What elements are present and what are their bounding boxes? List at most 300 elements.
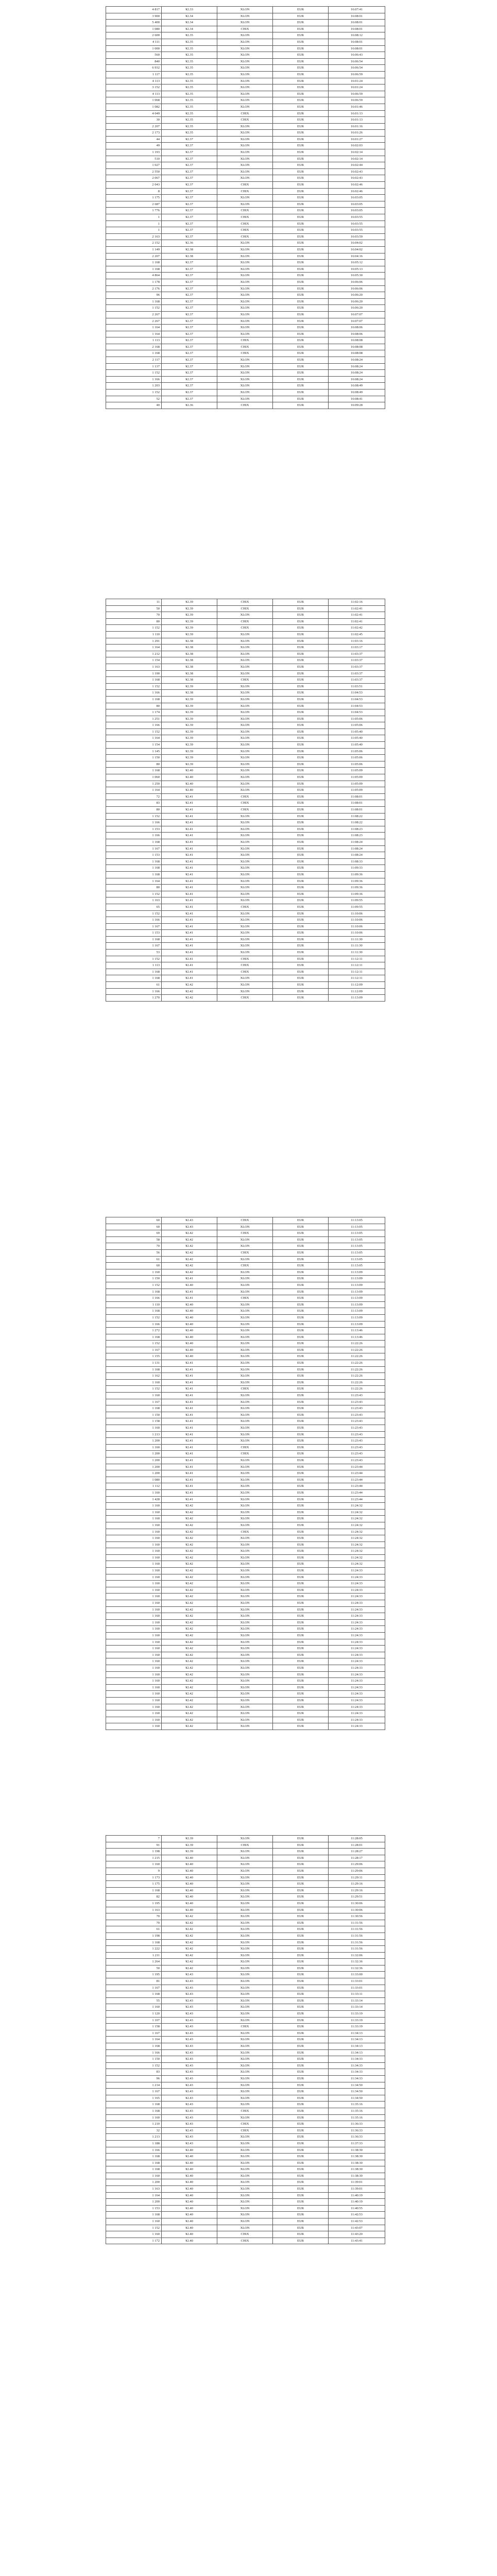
price-cell: ¥2.37 [162, 266, 217, 273]
quantity-cell: 3 152 [106, 84, 162, 91]
currency-cell: EUR [273, 1568, 329, 1574]
quantity-cell: 1 160 [106, 1861, 162, 1868]
price-cell: ¥2.37 [162, 311, 217, 318]
currency-cell: EUR [273, 1321, 329, 1328]
currency-cell: EUR [273, 1236, 329, 1243]
currency-cell: EUR [273, 735, 329, 742]
quantity-cell: 1 152 [106, 625, 162, 632]
venue-cell: CHIX [217, 956, 273, 962]
venue-cell: XLON [217, 1425, 273, 1432]
venue-cell: XLON [217, 65, 273, 72]
currency-cell: EUR [273, 136, 329, 143]
price-cell: ¥2.43 [162, 2075, 217, 2082]
table-row [106, 2140, 385, 2147]
currency-cell: EUR [273, 774, 329, 781]
quantity-cell: 1 158 [106, 2024, 162, 2030]
currency-cell: EUR [273, 1314, 329, 1321]
venue-cell: XLON [217, 2179, 273, 2186]
quantity-cell: 1 160 [106, 1658, 162, 1665]
venue-cell: XLON [217, 1684, 273, 1691]
time-cell: 11:02:45 [329, 631, 385, 638]
venue-cell: XLON [217, 2062, 273, 2069]
currency-cell: EUR [273, 1353, 329, 1360]
quantity-cell: 1 150 [106, 1276, 162, 1282]
quantity-cell: 1 160 [106, 1568, 162, 1574]
quantity-cell: 1 [106, 214, 162, 221]
table-row [106, 1926, 385, 1933]
quantity-cell: 1 164 [106, 2037, 162, 2043]
venue-cell: CHIX [217, 2231, 273, 2238]
price-cell: ¥2.41 [162, 1289, 217, 1295]
quantity-cell: 11 [106, 599, 162, 606]
time-cell: 11:05:09 [329, 787, 385, 794]
venue-cell: XLON [217, 813, 273, 820]
table-row [106, 1855, 385, 1861]
currency-cell: EUR [273, 233, 329, 240]
currency-cell: EUR [273, 2114, 329, 2121]
time-cell: 11:05:09 [329, 781, 385, 787]
venue-cell: XLON [217, 318, 273, 325]
currency-cell: EUR [273, 20, 329, 26]
currency-cell: EUR [273, 1373, 329, 1380]
time-cell: 11:04:53 [329, 690, 385, 697]
quantity-cell: 1 168 [106, 350, 162, 357]
venue-cell: XLON [217, 331, 273, 337]
currency-cell: EUR [273, 376, 329, 383]
quantity-cell: 1 160 [106, 1646, 162, 1652]
currency-cell: EUR [273, 1535, 329, 1542]
currency-cell: EUR [273, 878, 329, 885]
venue-cell: XLON [217, 2134, 273, 2141]
time-cell: 16:02:43 [329, 175, 385, 182]
quantity-cell: 1 154 [106, 657, 162, 664]
price-cell: ¥2.41 [162, 1412, 217, 1418]
price-cell: ¥2.37 [162, 305, 217, 312]
time-cell: 16:02:44 [329, 162, 385, 169]
quantity-cell: 1 165 [106, 2095, 162, 2102]
table-row [106, 58, 385, 65]
quantity-cell: 1 168 [106, 1308, 162, 1315]
table-row [106, 156, 385, 162]
quantity-cell: 1 152 [106, 1282, 162, 1289]
venue-cell: XLON [217, 2140, 273, 2147]
quantity-cell: 65 [106, 904, 162, 910]
quantity-cell: 1 068 [106, 97, 162, 104]
price-cell: ¥2.43 [162, 1991, 217, 1998]
venue-cell: XLON [217, 1470, 273, 1477]
quantity-cell: 1 168 [106, 1334, 162, 1341]
table-row [106, 1652, 385, 1658]
time-cell: 11:11:30 [329, 950, 385, 956]
price-cell: ¥2.40 [162, 2218, 217, 2225]
currency-cell: EUR [273, 1723, 329, 1730]
venue-cell: CHIX [217, 969, 273, 975]
price-cell: ¥2.35 [162, 45, 217, 52]
table-row [106, 1548, 385, 1555]
venue-cell: XLON [217, 97, 273, 104]
price-cell: ¥2.42 [162, 1256, 217, 1263]
time-cell: 16:06:20 [329, 292, 385, 299]
time-cell: 16:03:59 [329, 233, 385, 240]
venue-cell: CHIX [217, 350, 273, 357]
currency-cell: EUR [273, 1978, 329, 1985]
quantity-cell: 1 168 [106, 2102, 162, 2108]
currency-cell: EUR [273, 1581, 329, 1587]
quantity-cell: 1 152 [106, 1386, 162, 1393]
venue-cell: XLON [217, 833, 273, 839]
currency-cell: EUR [273, 65, 329, 72]
venue-cell: XLON [217, 1907, 273, 1913]
quantity-cell: 1 152 [106, 305, 162, 312]
time-cell: 11:13:05 [329, 1263, 385, 1269]
currency-cell: EUR [273, 2049, 329, 2056]
time-cell: 16:02:43 [329, 168, 385, 175]
time-cell: 11:29:51 [329, 1894, 385, 1901]
venue-cell: XLON [217, 1894, 273, 1901]
table-row [106, 1314, 385, 1321]
venue-cell: XLON [217, 2102, 273, 2108]
quantity-cell: 1 082 [106, 104, 162, 110]
time-cell: 11:40:19 [329, 2192, 385, 2199]
currency-cell: EUR [273, 1633, 329, 1639]
time-cell: 11:13:09 [329, 1321, 385, 1328]
table-row [106, 1301, 385, 1308]
time-cell: 16:05:30 [329, 273, 385, 279]
currency-cell: EUR [273, 2108, 329, 2114]
time-cell: 16:02:46 [329, 182, 385, 189]
venue-cell: XLON [217, 2114, 273, 2121]
time-cell: 11:34:13 [329, 2037, 385, 2043]
quantity-cell: 61 [106, 1256, 162, 1263]
quantity-cell: 80 [106, 807, 162, 814]
time-cell: 16:06:54 [329, 58, 385, 65]
venue-cell: XLON [217, 143, 273, 149]
price-cell: ¥2.37 [162, 292, 217, 299]
table-row [106, 787, 385, 794]
venue-cell: XLON [217, 1887, 273, 1894]
venue-cell: XLON [217, 1321, 273, 1328]
price-cell: ¥2.40 [162, 1881, 217, 1888]
currency-cell: EUR [273, 1341, 329, 1347]
currency-cell: EUR [273, 143, 329, 149]
time-cell: 16:08:01 [329, 26, 385, 32]
price-cell: ¥2.42 [162, 1522, 217, 1529]
quantity-cell: 1 168 [106, 768, 162, 774]
time-cell: 11:10:06 [329, 923, 385, 930]
currency-cell: EUR [273, 1263, 329, 1269]
price-cell: ¥2.37 [162, 143, 217, 149]
price-cell: ¥2.41 [162, 845, 217, 852]
price-cell: ¥2.42 [162, 1652, 217, 1658]
table-row [106, 1529, 385, 1535]
venue-cell: CHIX [217, 1529, 273, 1535]
table-row [106, 2082, 385, 2089]
venue-cell: XLON [217, 871, 273, 878]
price-cell: ¥2.42 [162, 1684, 217, 1691]
venue-cell: XLON [217, 1874, 273, 1881]
table-row [106, 130, 385, 137]
table-row [106, 1366, 385, 1373]
currency-cell: EUR [273, 936, 329, 943]
venue-cell: XLON [217, 292, 273, 299]
table-row [106, 97, 385, 104]
venue-cell: XLON [217, 1347, 273, 1353]
time-cell: 16:04:16 [329, 253, 385, 260]
time-cell: 16:07:07 [329, 311, 385, 318]
currency-cell: EUR [273, 1691, 329, 1698]
currency-cell: EUR [273, 1489, 329, 1496]
currency-cell: EUR [273, 1926, 329, 1933]
quantity-cell: 1 166 [106, 833, 162, 839]
quantity-cell: 1 160 [106, 2173, 162, 2179]
time-cell: 11:24:33 [329, 1613, 385, 1620]
time-cell: 16:03:05 [329, 201, 385, 208]
venue-cell: XLON [217, 722, 273, 729]
table-row [106, 2199, 385, 2206]
quantity-cell: 1 200 [106, 1470, 162, 1477]
time-cell: 11:30:06 [329, 1900, 385, 1907]
price-cell: ¥2.37 [162, 279, 217, 285]
venue-cell: XLON [217, 1697, 273, 1704]
price-cell: ¥2.40 [162, 2154, 217, 2160]
currency-cell: EUR [273, 1477, 329, 1483]
table-row [106, 2024, 385, 2030]
time-cell: 11:10:06 [329, 930, 385, 937]
currency-cell: EUR [273, 2095, 329, 2102]
quantity-cell: 1 155 [106, 1353, 162, 1360]
table-row [106, 214, 385, 221]
quantity-cell: 1 150 [106, 1412, 162, 1418]
table-row [106, 344, 385, 350]
quantity-cell: 1 113 [106, 962, 162, 969]
currency-cell: EUR [273, 1444, 329, 1451]
venue-cell: XLON [217, 826, 273, 833]
table-row [106, 1308, 385, 1315]
time-cell: 11:34:50 [329, 2089, 385, 2095]
currency-cell: EUR [273, 1920, 329, 1926]
currency-cell: EUR [273, 975, 329, 982]
currency-cell: EUR [273, 2102, 329, 2108]
time-cell: 11:29:11 [329, 1874, 385, 1881]
venue-cell: XLON [217, 1997, 273, 2004]
table-row [106, 1457, 385, 1464]
venue-cell: XLON [217, 1399, 273, 1405]
currency-cell: EUR [273, 1600, 329, 1607]
venue-cell: XLON [217, 703, 273, 709]
venue-cell: XLON [217, 988, 273, 995]
table-row [106, 956, 385, 962]
quantity-cell: 1 168 [106, 2108, 162, 2114]
venue-cell: XLON [217, 742, 273, 749]
currency-cell: EUR [273, 175, 329, 182]
price-cell: ¥2.39 [162, 703, 217, 709]
quantity-cell: 2 168 [106, 344, 162, 350]
time-cell: 16:01:46 [329, 104, 385, 110]
venue-cell: XLON [217, 2192, 273, 2199]
price-cell: ¥2.35 [162, 39, 217, 45]
time-cell: 16:01:24 [329, 78, 385, 84]
table-row [106, 1952, 385, 1959]
time-cell: 16:08:12 [329, 32, 385, 39]
quantity-cell: 1 193 [106, 149, 162, 156]
time-cell: 11:12:09 [329, 982, 385, 989]
quantity-cell: 1 166 [106, 820, 162, 826]
time-cell: 11:22:26 [329, 1366, 385, 1373]
price-cell: ¥2.42 [162, 1704, 217, 1710]
quantity-cell: 1 163 [106, 897, 162, 904]
currency-cell: EUR [273, 2166, 329, 2173]
quantity-cell: 2 267 [106, 318, 162, 325]
venue-cell: XLON [217, 982, 273, 989]
time-cell: 11:13:09 [329, 1289, 385, 1295]
table-row [106, 716, 385, 722]
quantity-cell: 1 166 [106, 2147, 162, 2154]
table-row [106, 735, 385, 742]
quantity-cell: 30 [106, 117, 162, 124]
venue-cell: XLON [217, 1639, 273, 1646]
currency-cell: EUR [273, 1985, 329, 1991]
currency-cell: EUR [273, 664, 329, 670]
currency-cell: EUR [273, 1379, 329, 1386]
quantity-cell: 70 [106, 1243, 162, 1250]
quantity-cell: 1 200 [106, 2179, 162, 2186]
venue-cell: CHIX [217, 599, 273, 606]
venue-cell: CHIX [217, 2108, 273, 2114]
time-cell: 11:05:06 [329, 755, 385, 761]
table-row [106, 188, 385, 195]
table-row [106, 1639, 385, 1646]
currency-cell: EUR [273, 1243, 329, 1250]
price-cell: ¥2.37 [162, 383, 217, 389]
price-cell: ¥2.39 [162, 1836, 217, 1842]
price-cell: ¥2.42 [162, 1959, 217, 1965]
currency-cell: EUR [273, 605, 329, 612]
quantity-cell: 2 267 [106, 311, 162, 318]
currency-cell: EUR [273, 298, 329, 305]
currency-cell: EUR [273, 1230, 329, 1237]
price-cell: ¥2.41 [162, 1444, 217, 1451]
table-row [106, 1334, 385, 1341]
table-row [106, 52, 385, 59]
table-row [106, 123, 385, 130]
table-row [106, 136, 385, 143]
venue-cell: XLON [217, 156, 273, 162]
price-cell: ¥2.38 [162, 645, 217, 651]
time-cell: 11:09:36 [329, 871, 385, 878]
quantity-cell: 1 168 [106, 975, 162, 982]
quantity-cell: 1 272 [106, 1328, 162, 1334]
time-cell: 11:02:41 [329, 618, 385, 625]
venue-cell: CHIX [217, 337, 273, 344]
price-cell: ¥2.40 [162, 2179, 217, 2186]
venue-cell: XLON [217, 2037, 273, 2043]
time-cell: 11:23:44 [329, 1477, 385, 1483]
table-row [106, 2218, 385, 2225]
table-row [106, 1913, 385, 1920]
currency-cell: EUR [273, 279, 329, 285]
venue-cell: XLON [217, 1496, 273, 1503]
price-cell: ¥2.35 [162, 84, 217, 91]
quantity-cell: 80 [106, 761, 162, 768]
time-cell: 11:31:56 [329, 1926, 385, 1933]
price-cell: ¥2.39 [162, 683, 217, 690]
currency-cell: EUR [273, 188, 329, 195]
price-cell: ¥2.37 [162, 221, 217, 227]
table-row [106, 1418, 385, 1425]
venue-cell: XLON [217, 2160, 273, 2166]
venue-cell: XLON [217, 13, 273, 20]
quantity-cell: 2 163 [106, 233, 162, 240]
time-cell: 11:04:53 [329, 696, 385, 703]
venue-cell: XLON [217, 891, 273, 897]
quantity-cell: 1 172 [106, 2238, 162, 2244]
time-cell: 11:33:19 [329, 2011, 385, 2018]
quantity-cell: 96 [106, 2075, 162, 2082]
table-row [106, 1373, 385, 1380]
venue-cell: XLON [217, 39, 273, 45]
currency-cell: EUR [273, 677, 329, 684]
currency-cell: EUR [273, 885, 329, 891]
price-cell: ¥2.41 [162, 904, 217, 910]
currency-cell: EUR [273, 39, 329, 45]
currency-cell: EUR [273, 1217, 329, 1224]
time-cell: 11:08:01 [329, 800, 385, 807]
venue-cell: XLON [217, 885, 273, 891]
quantity-cell: 80 [106, 703, 162, 709]
table-row [106, 1393, 385, 1399]
table-row [106, 1972, 385, 1978]
quantity-cell: 1 152 [106, 891, 162, 897]
venue-cell: XLON [217, 1900, 273, 1907]
time-cell: 11:22:26 [329, 1386, 385, 1393]
table-row [106, 298, 385, 305]
price-cell: ¥2.41 [162, 1399, 217, 1405]
time-cell: 11:12:11 [329, 969, 385, 975]
quantity-cell: 1 150 [106, 2056, 162, 2063]
table-row [106, 1881, 385, 1888]
quantity-cell: 1 160 [106, 1554, 162, 1561]
table-row [106, 1997, 385, 2004]
currency-cell: EUR [273, 696, 329, 703]
time-cell: 11:24:33 [329, 1678, 385, 1685]
venue-cell: XLON [217, 839, 273, 845]
venue-cell: XLON [217, 1535, 273, 1542]
time-cell: 11:03:17 [329, 645, 385, 651]
price-cell: ¥2.42 [162, 982, 217, 989]
currency-cell: EUR [273, 1939, 329, 1946]
price-cell: ¥2.40 [162, 768, 217, 774]
table-row [106, 793, 385, 800]
quantity-cell: 1 160 [106, 1541, 162, 1548]
venue-cell: XLON [217, 1972, 273, 1978]
table-row [106, 2134, 385, 2141]
price-cell: ¥2.43 [162, 1978, 217, 1985]
time-cell: 11:24:33 [329, 1639, 385, 1646]
currency-cell: EUR [273, 227, 329, 234]
venue-cell: XLON [217, 1483, 273, 1490]
currency-cell: EUR [273, 1431, 329, 1438]
price-cell: ¥2.42 [162, 1933, 217, 1939]
venue-cell: CHIX [217, 1249, 273, 1256]
currency-cell: EUR [273, 1626, 329, 1633]
time-cell: 11:38:30 [329, 2166, 385, 2173]
table-row [106, 2037, 385, 2043]
price-cell: ¥2.42 [162, 1639, 217, 1646]
venue-cell: XLON [217, 1849, 273, 1855]
venue-cell: CHIX [217, 1217, 273, 1224]
time-cell: 11:03:16 [329, 638, 385, 645]
time-cell: 16:01:27 [329, 136, 385, 143]
